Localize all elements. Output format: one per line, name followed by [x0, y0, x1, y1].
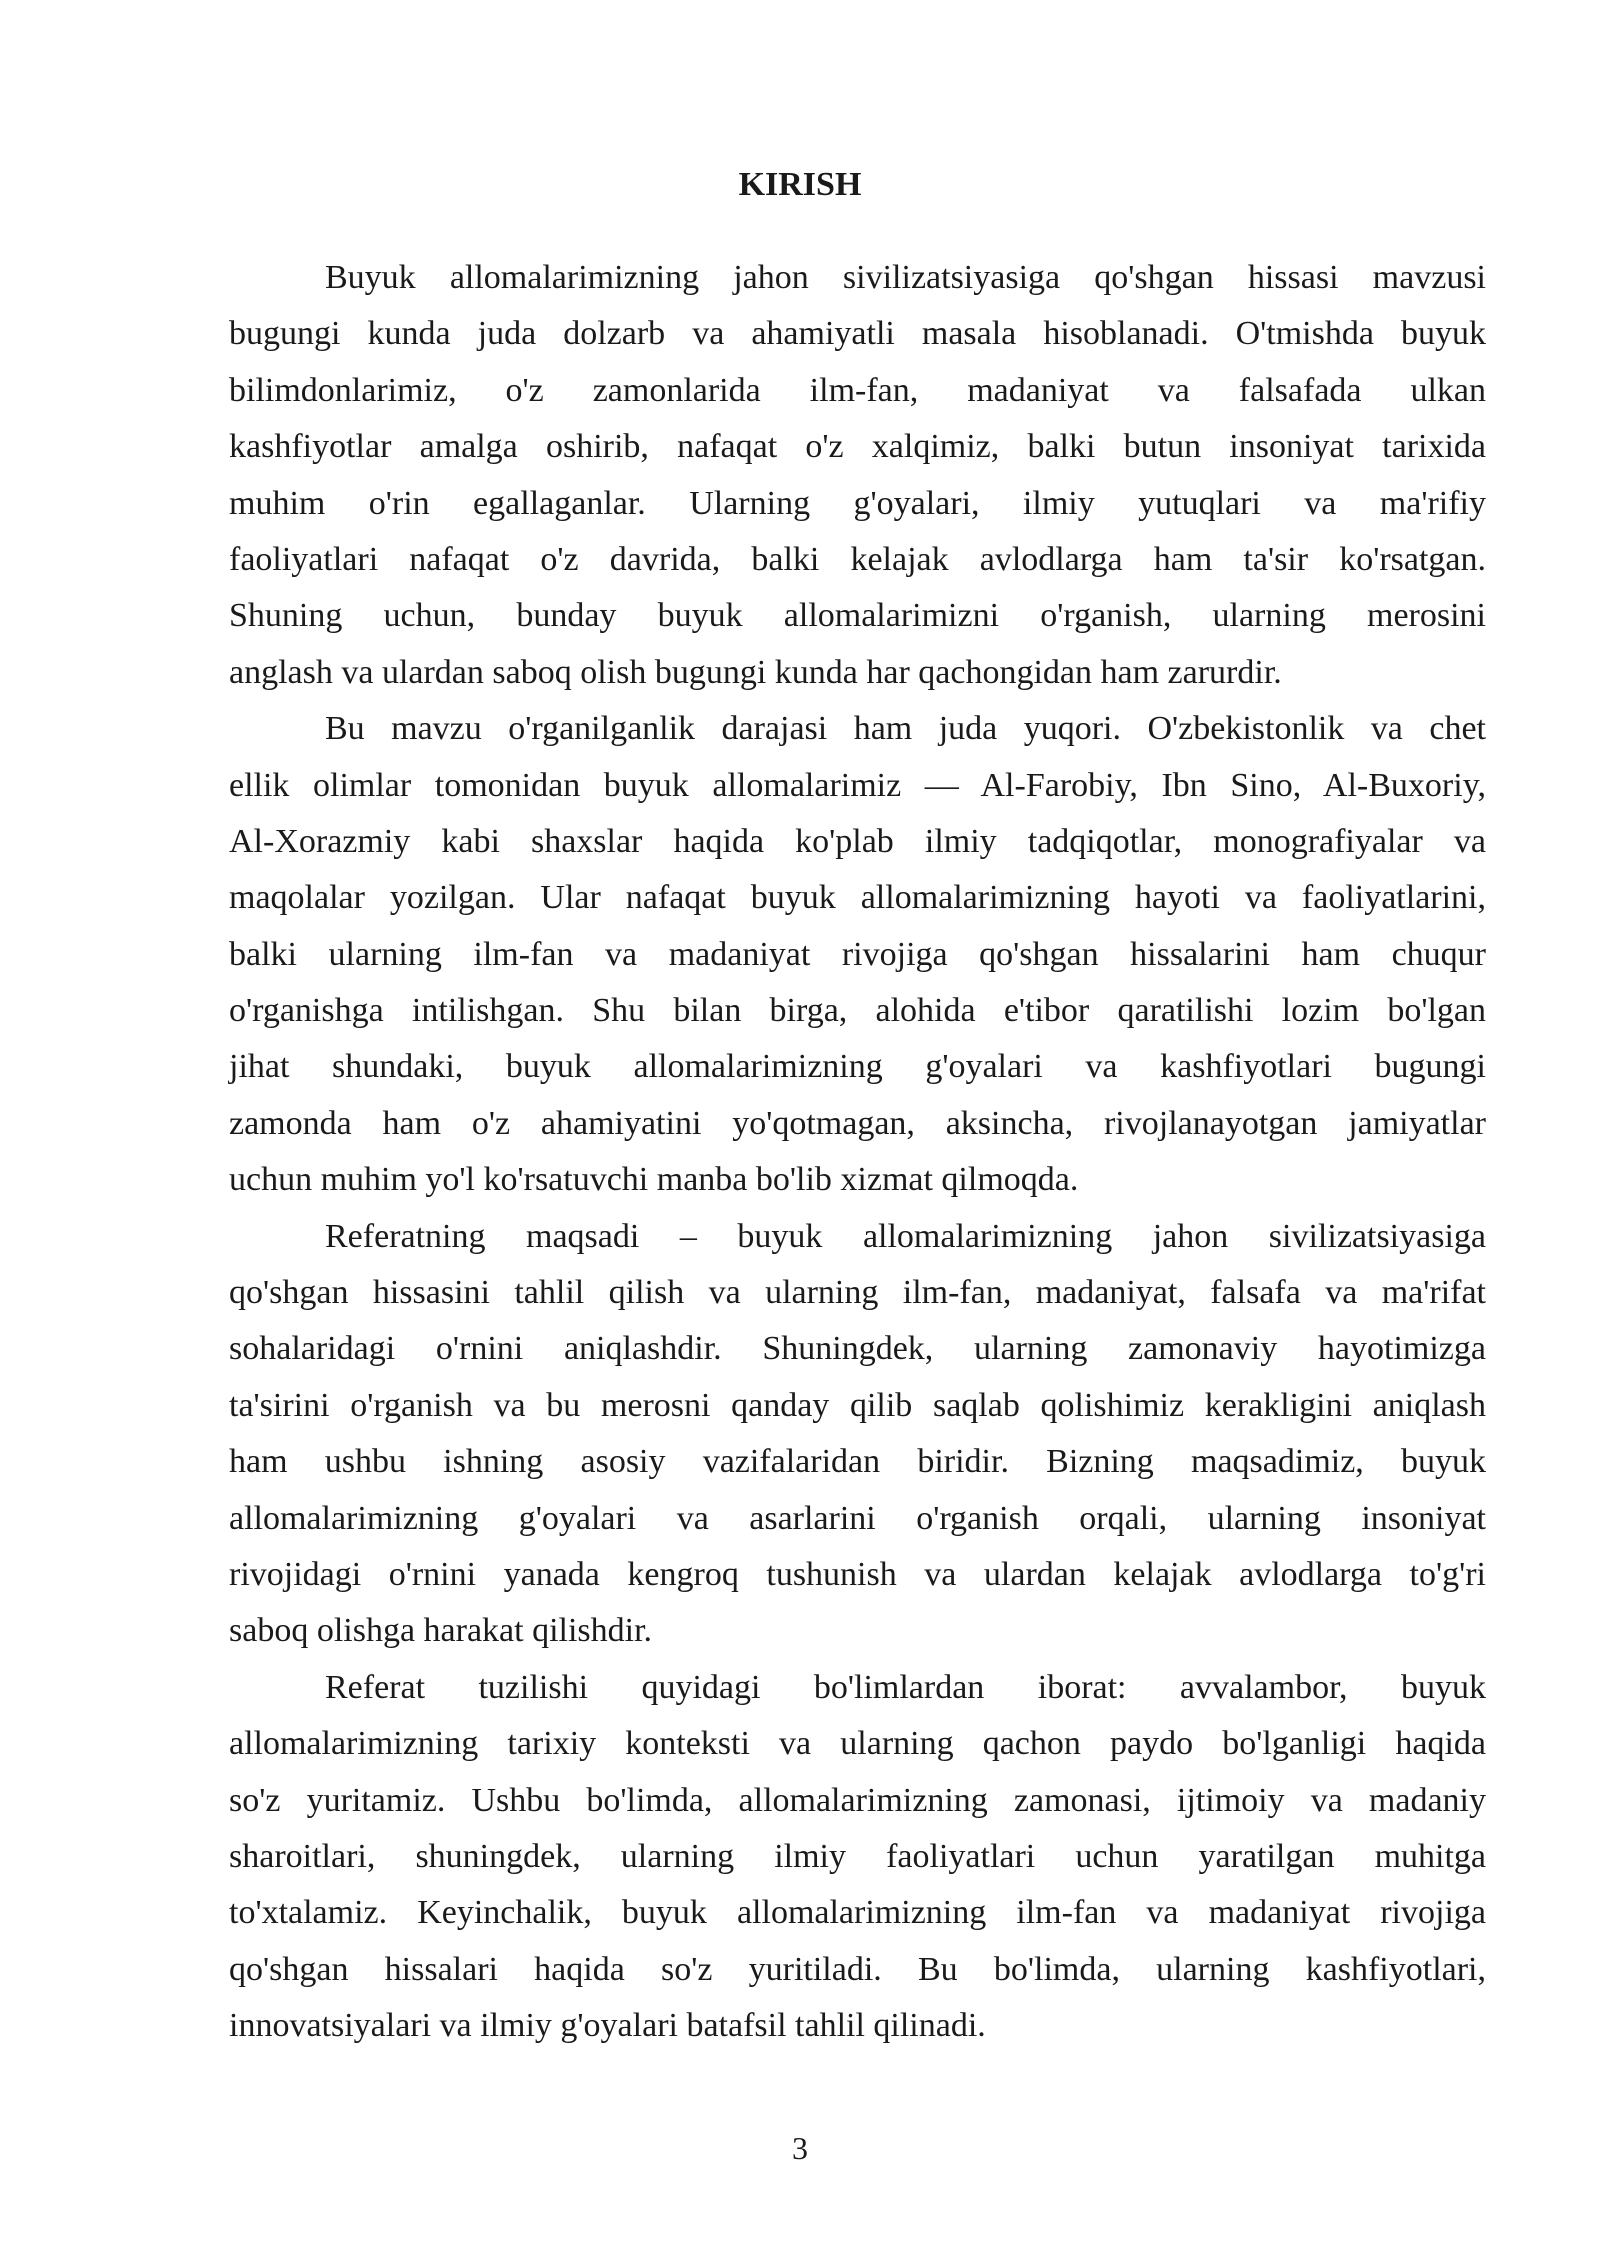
paragraph-line: so'z yuritamiz. Ushbu bo'limda, allomalarimizning zamonasi, ijtimoiy va madaniy — [229, 1781, 1486, 1819]
paragraph — [229, 1209, 1486, 1660]
paragraph-line: Shuning uchun, bunday buyuk allomalarimizni o'rganish, ularning merosini — [229, 597, 1486, 635]
paragraph-line: allomalarimizning g'oyalari va asarlarini o'rganish orqali, ularning insoniyat — [229, 1499, 1486, 1537]
paragraph-line: zamonda ham o'z ahamiyatini yo'qotmagan, aksincha, rivojlanayotgan jamiyatlar — [229, 1104, 1486, 1142]
paragraph — [229, 701, 1486, 1209]
paragraph-line: Bu mavzu o'rganilganlik darajasi ham juda yuqori. O'zbekistonlik va chet — [325, 710, 1486, 748]
paragraph-line: jihat shundaki, buyuk allomalarimizning g'oyalari va kashfiyotlari bugungi — [229, 1048, 1486, 1086]
paragraph-line: anglash va ulardan saboq olish bugungi kunda har qachongidan ham zarurdir. — [229, 653, 1282, 691]
paragraph-line: innovatsiyalari va ilmiy g'oyalari batafsil tahlil qilinadi. — [229, 2007, 986, 2045]
paragraph-line: Referat tuzilishi quyidagi bo'limlardan iborat: avvalambor, buyuk — [325, 1668, 1486, 1706]
paragraph-line: Buyuk allomalarimizning jahon sivilizatsiyasiga qo'shgan hissasi mavzusi — [325, 259, 1486, 296]
paragraph — [229, 1660, 1486, 2055]
paragraph-line: kashfiyotlar amalga oshirib, nafaqat o'z xalqimiz, balki butun insoniyat tarixida — [229, 428, 1486, 466]
page-title: KIRISH — [738, 166, 862, 203]
paragraph-line: Al-Xorazmiy kabi shaxslar haqida ko'plab ilmiy tadqiqotlar, monografiyalar va — [229, 822, 1486, 860]
paragraph-line: faoliyatlari nafaqat o'z davrida, balki kelajak avlodlarga ham ta'sir ko'rsatgan. — [229, 540, 1486, 578]
paragraph-line: bilimdonlarimiz, o'z zamonlarida ilm-fan, madaniyat va falsafada ulkan — [229, 371, 1486, 409]
paragraph-line: qo'shgan hissasini tahlil qilish va ularning ilm-fan, madaniyat, falsafa va ma'rifat — [229, 1274, 1486, 1312]
paragraph-line: ham ushbu ishning asosiy vazifalaridan biridir. Bizning maqsadimiz, buyuk — [229, 1443, 1486, 1481]
paragraph-line: o'rganishga intilishgan. Shu bilan birga, alohida e'tibor qaratilishi lozim bo'lgan — [229, 992, 1486, 1030]
paragraph-line: sohalaridagi o'rnini aniqlashdir. Shuningdek, ularning zamonaviy hayotimizga — [229, 1330, 1486, 1368]
paragraph-line: Referatning maqsadi – buyuk allomalarimizning jahon sivilizatsiyasiga — [325, 1217, 1486, 1255]
paragraph-line: allomalarimizning tarixiy konteksti va ularning qachon paydo bo'lganligi haqida — [229, 1725, 1486, 1763]
paragraph-line: to'xtalamiz. Keyinchalik, buyuk allomalarimizning ilm-fan va madaniyat rivojiga — [229, 1894, 1486, 1932]
paragraph-line: ta'sirini o'rganish va bu merosni qanday qilib saqlab qolishimiz kerakligini aniqlash — [229, 1386, 1486, 1424]
paragraph-line: balki ularning ilm-fan va madaniyat rivojiga qo'shgan hissalarini ham chuqur — [229, 935, 1486, 973]
paragraph-line: bugungi kunda juda dolzarb va ahamiyatli masala hisoblanadi. O'tmishda buyuk — [229, 315, 1486, 353]
paragraph-line: muhim o'rin egallaganlar. Ularning g'oyalari, ilmiy yutuqlari va ma'rifiy — [229, 484, 1486, 522]
paragraph-line: ellik olimlar tomonidan buyuk allomalarimiz — Al-Farobiy, Ibn Sino, Al-Buxoriy, — [229, 766, 1486, 804]
paragraph-line: uchun muhim yo'l ko'rsatuvchi manba bo'lib xizmat qilmoqda. — [229, 1161, 1079, 1199]
paragraph-line: sharoitlari, shuningdek, ularning ilmiy faoliyatlari uchun yaratilgan muhitga — [229, 1837, 1486, 1875]
page-number: 3 — [792, 2130, 808, 2166]
paragraph-line: saboq olishga harakat qilishdir. — [229, 1612, 653, 1650]
paragraph-line: qo'shgan hissalari haqida so'z yuritiladi. Bu bo'limda, ularning kashfiyotlari, — [229, 1950, 1486, 1988]
paragraph-line: rivojidagi o'rnini yanada kengroq tushunish va ulardan kelajak avlodlarga to'g'ri — [229, 1555, 1486, 1593]
paragraph-line: maqolalar yozilgan. Ular nafaqat buyuk allomalarimizning hayoti va faoliyatlarini, — [229, 879, 1486, 917]
body-text — [229, 250, 1486, 2055]
paragraph — [229, 250, 1486, 701]
